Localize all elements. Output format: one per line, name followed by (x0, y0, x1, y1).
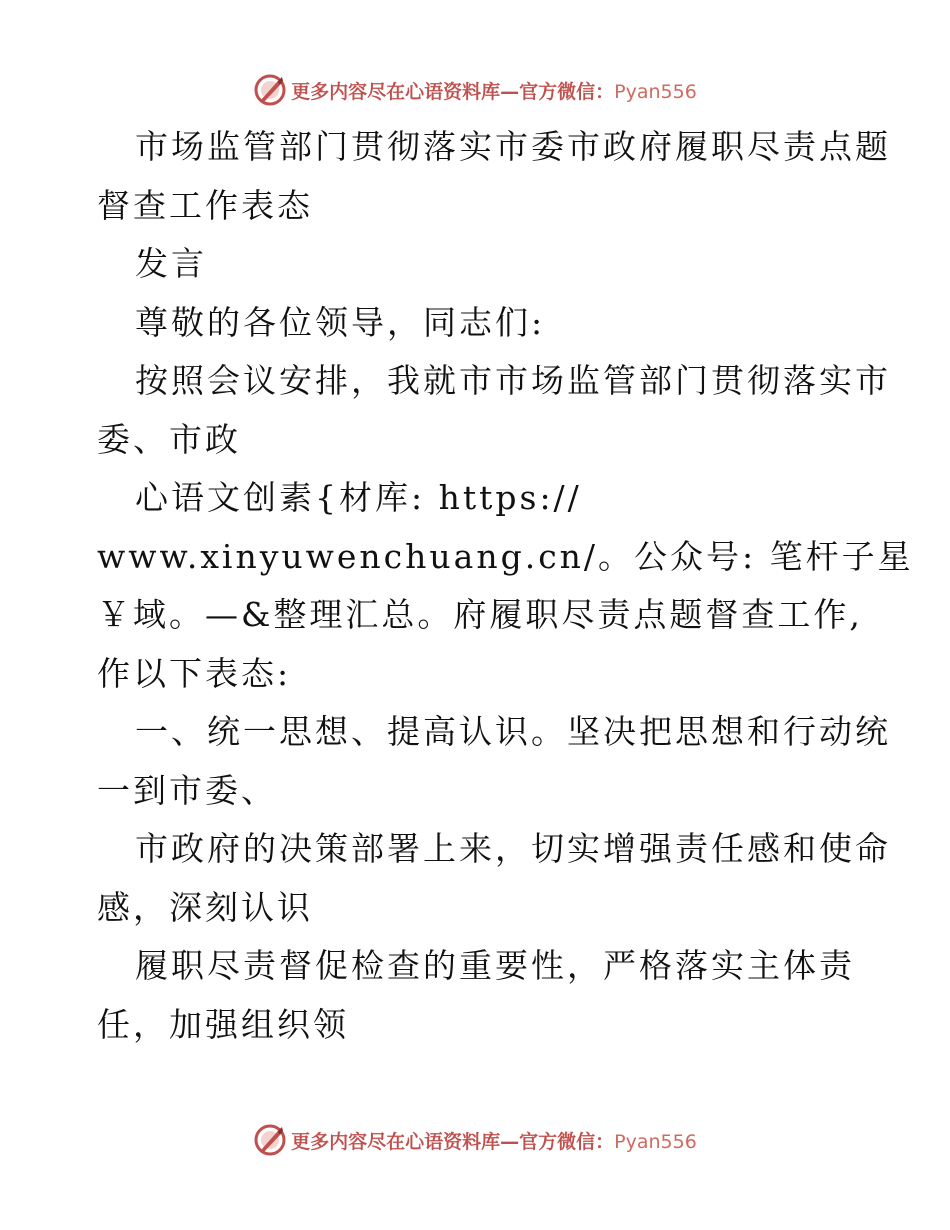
text-line: ￥域。—&整理汇总。府履职尽责点题督查工作, (97, 595, 863, 634)
text-line: www.xinyuwenchuang.cn/。公众号: 笔杆子星 (97, 536, 914, 576)
text-line: 心语文创素{材库: https:// (135, 478, 582, 517)
banner-account: Pyan556 (614, 1130, 697, 1153)
text-line: 市场监管部门贯彻落实市委市政府履职尽责点题 (135, 127, 891, 166)
text-line: 感，深刻认识 (97, 887, 313, 927)
text-line: 作以下表态: (97, 653, 292, 693)
banner-text: 更多内容尽在心语资料库—官方微信：Pyan556 (291, 80, 697, 103)
text-line: 督查工作表态 (97, 185, 313, 225)
banner-account: Pyan556 (614, 80, 697, 103)
text-line: 委、市政 (97, 419, 241, 459)
text-line: 履职尽责督促检查的重要性，严格落实主体责 (135, 946, 855, 985)
text-line: 按照会议安排，我就市市场监管部门贯彻落实市 (135, 361, 891, 400)
text-line: 发言 (135, 244, 207, 283)
text-line: 市政府的决策部署上来，切实增强责任感和使命 (135, 829, 891, 868)
text-line: 尊敬的各位领导，同志们: (135, 302, 546, 342)
footer-watermark-banner (0, 1120, 950, 1160)
quill-logo-icon (253, 1123, 287, 1157)
document-body (97, 118, 914, 1054)
banner-text: 更多内容尽在心语资料库—官方微信：Pyan556 (291, 1130, 697, 1153)
quill-logo-icon (253, 73, 287, 107)
text-line: 一到市委、 (97, 770, 277, 810)
header-watermark-banner (0, 70, 950, 110)
text-line: 任，加强组织领 (97, 1004, 349, 1044)
text-line: 一、统一思想、提高认识。坚决把思想和行动统 (135, 712, 891, 751)
